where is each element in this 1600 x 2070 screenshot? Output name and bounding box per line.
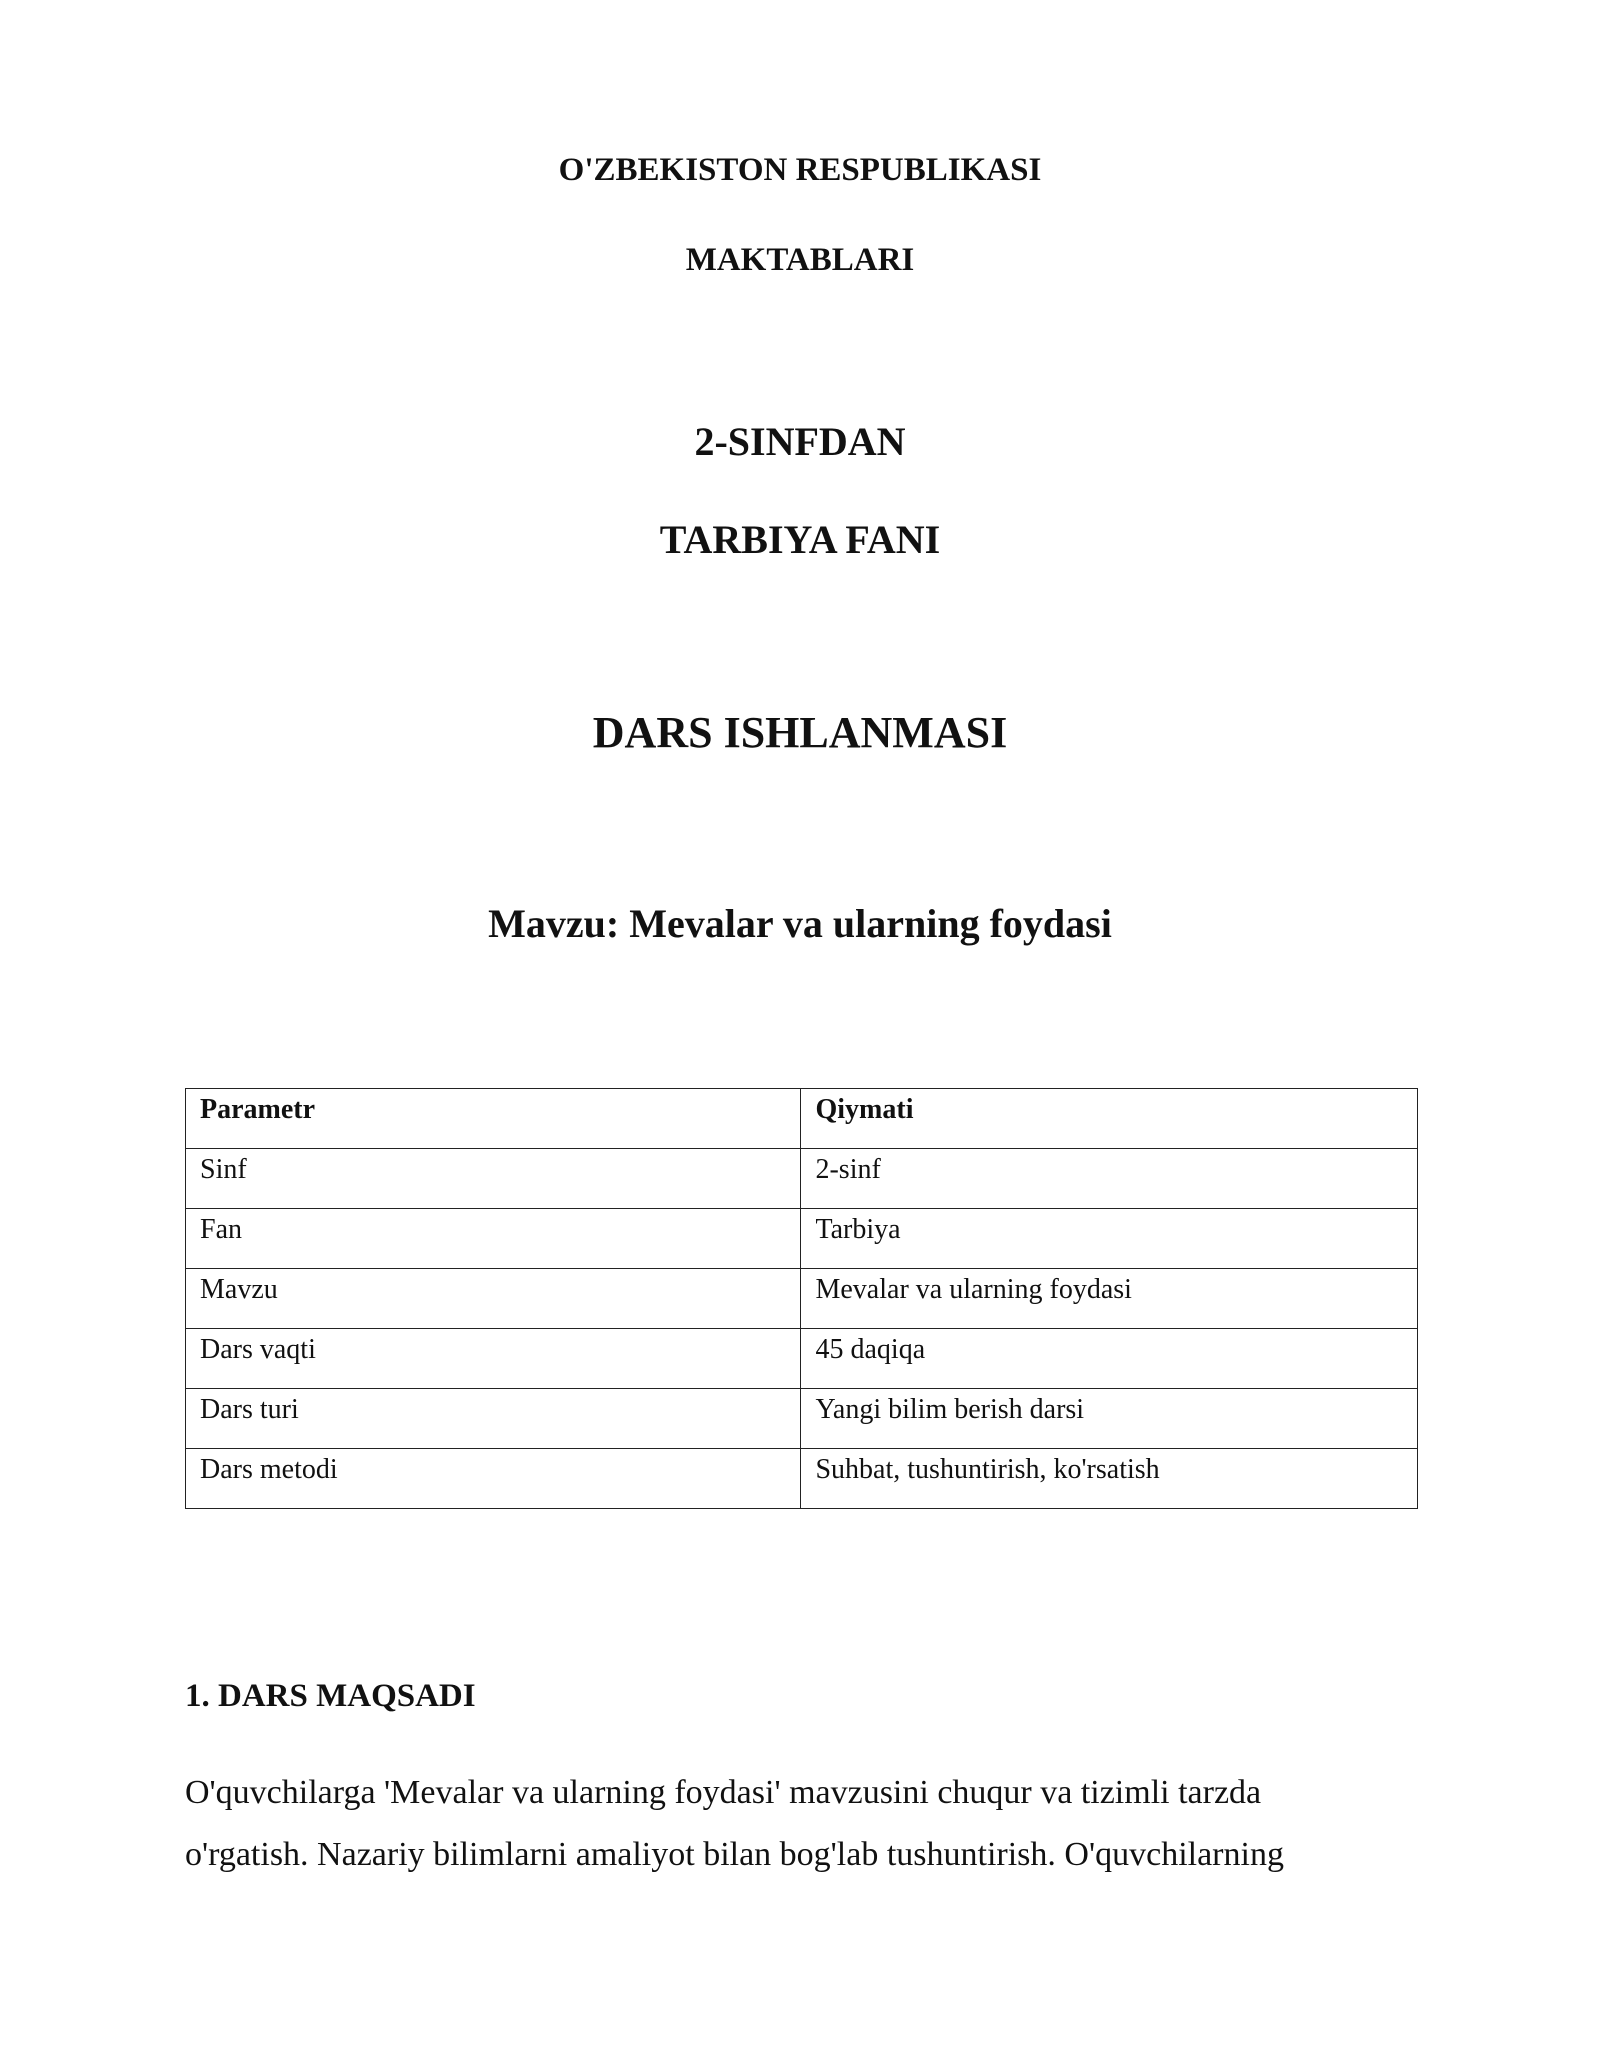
parameter-cell: Dars vaqti [186, 1329, 801, 1389]
section-title-lesson-goal: 1. DARS MAQSADI [185, 1678, 476, 1714]
country-heading: O'ZBEKISTON RESPUBLIKASI [558, 152, 1042, 188]
parameter-cell: Dars metodi [186, 1449, 801, 1509]
table-row [186, 1209, 1418, 1269]
subject-heading: TARBIYA FANI [659, 517, 941, 562]
grade-heading: 2-SINFDAN [694, 419, 906, 464]
column-header-value: Qiymati [801, 1089, 1418, 1149]
column-header-parameter: Parametr [186, 1089, 801, 1149]
table-header-row [186, 1089, 1418, 1149]
paragraph-line: o'rgatish. Nazariy bilimlarni amaliyot bilan bog'lab tushuntirish. O'quvchilarning [185, 1836, 1284, 1873]
value-cell: 45 daqiqa [801, 1329, 1418, 1389]
parameter-cell: Sinf [186, 1149, 801, 1209]
topic-heading: Mavzu: Mevalar va ularning foydasi [488, 901, 1112, 946]
parameter-cell: Fan [186, 1209, 801, 1269]
schools-heading: MAKTABLARI [685, 242, 915, 278]
table-row [186, 1389, 1418, 1449]
value-cell: 2-sinf [801, 1149, 1418, 1209]
value-cell: Yangi bilim berish darsi [801, 1389, 1418, 1449]
table-row [186, 1449, 1418, 1509]
value-cell: Tarbiya [801, 1209, 1418, 1269]
value-cell: Mevalar va ularning foydasi [801, 1269, 1418, 1329]
document-title: DARS ISHLANMASI [592, 708, 1008, 757]
table-row [186, 1149, 1418, 1209]
table-row [186, 1269, 1418, 1329]
parameter-cell: Mavzu [186, 1269, 801, 1329]
lesson-parameters-table [185, 1088, 1418, 1509]
lesson-goal-paragraph [185, 1762, 1425, 1886]
paragraph-line: O'quvchilarga 'Mevalar va ularning foydasi' mavzusini chuqur va tizimli tarzda [185, 1774, 1262, 1811]
table-row [186, 1329, 1418, 1389]
value-cell: Suhbat, tushuntirish, ko'rsatish [801, 1449, 1418, 1509]
parameter-cell: Dars turi [186, 1389, 801, 1449]
